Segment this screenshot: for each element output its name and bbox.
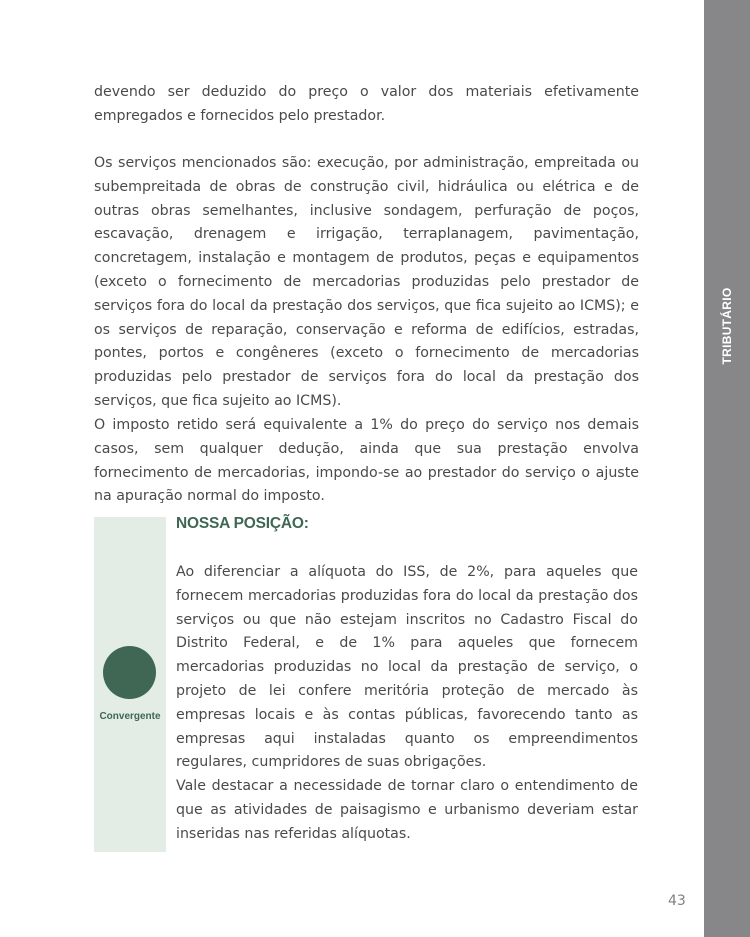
page-number: 43: [668, 893, 686, 909]
convergent-indicator-icon: [103, 646, 156, 699]
body-paragraph-3: O imposto retido será equivalente a 1% do preço do serviço nos demais casos, sem qualquer dedução, ainda que sua prestação envolva fornecimento de mercadorias, impondo-se ao prestador do serviço o ajuste na apuração normal do imposto.: [94, 417, 639, 505]
position-indicator-label: Convergente: [99, 711, 161, 722]
position-title: NOSSA POSIÇÃO:: [176, 515, 309, 532]
body-paragraph-2: Os serviços mencionados são: execução, por administração, empreitada ou subempreitada de obras de construção civil, hidráulica ou elétrica e de outras obras semelhantes, inclusive sondagem, perfuração de poços, escavação, drenagem e irrigação, terraplanagem, pavimentação, concretagem, instalação e montagem de produtos, peças e equipamentos (exceto o fornecimento de mercadorias produzidas pelo prestador de serviços fora do local da prestação dos serviços, que fica sujeito ao ICMS); e os serviços de reparação, conservação e reforma de edifícios, estradas, pontes, portos e congêneres (exceto o fornecimento de mercadorias produzidas pelo prestador de serviços fora do local da prestação dos serviços, que fica sujeito ao ICMS).: [94, 155, 639, 409]
section-side-strip: [704, 0, 750, 937]
section-label: TRIBUTÁRIO: [720, 287, 734, 365]
position-paragraph-2: Vale destacar a necessidade de tornar claro o entendimento de que as atividades de paisagismo e urbanismo deveriam estar inseridas nas referidas alíquotas.: [176, 778, 638, 842]
position-paragraph-1: Ao diferenciar a alíquota do ISS, de 2%, para aqueles que fornecem mercadorias produzidas fora do local da prestação dos serviços ou que não estejam inscritos no Cadastro Fiscal do Distrito Federal, e de 1% para aqueles que fornecem mercadorias produzidas no local da prestação de serviço, o projeto de lei confere meritória proteção de mercado às empresas locais e às contas públicas, favorecendo tanto as empresas aqui instaladas quanto os empreendimentos regulares, cumpridores de suas obrigações.: [176, 564, 638, 771]
body-paragraph-1: devendo ser deduzido do preço o valor dos materiais efetivamente empregados e fornecidos pelo prestador.: [94, 84, 639, 124]
